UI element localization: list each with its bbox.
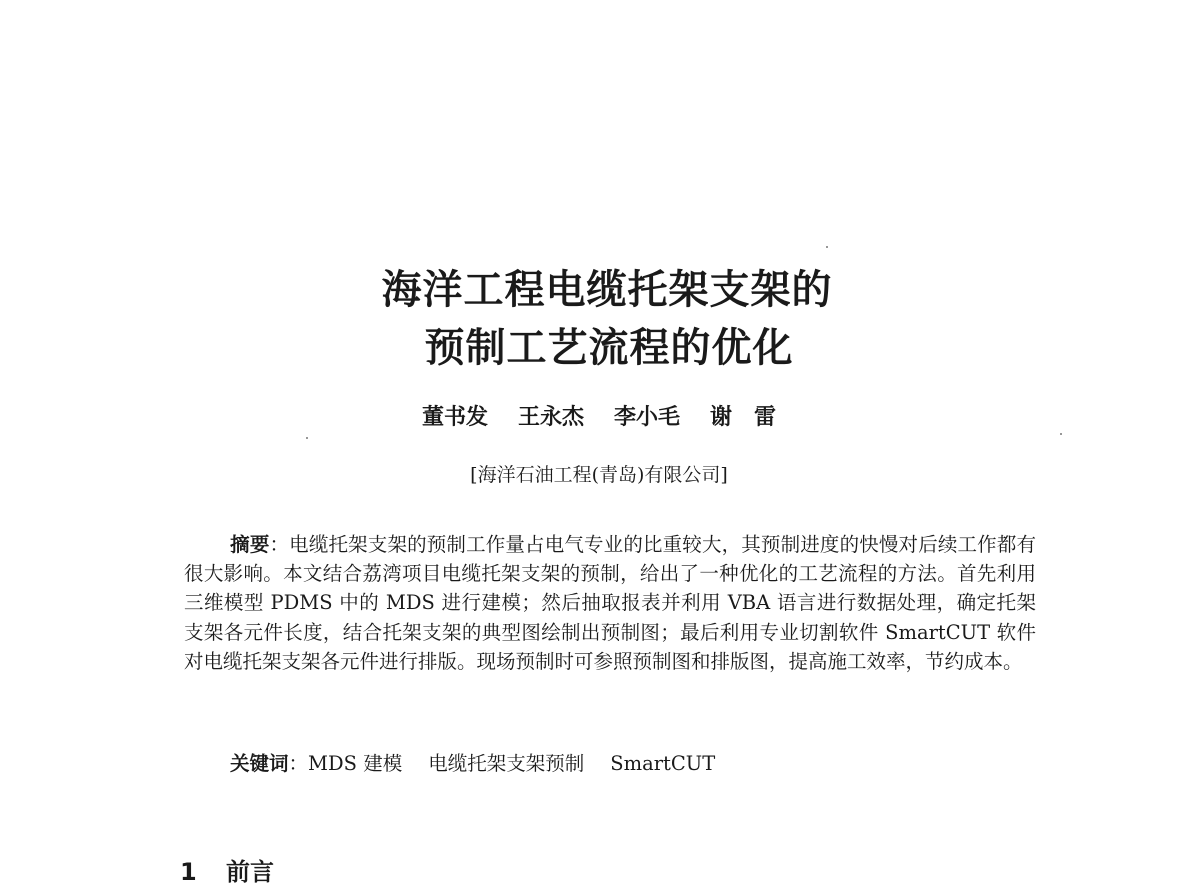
scan-speck [306,437,308,439]
author-list [0,400,1198,431]
scan-speck [1060,433,1062,435]
scan-speck [826,246,828,248]
keyword-item: 电缆托架支架预制 [428,752,585,775]
paper-title-line-1: 海洋工程电缆托架支架的 [381,267,833,313]
keywords-label: 关键词 [230,752,289,775]
keyword-item: SmartCUT [610,752,716,775]
keyword-item: MDS 建模 [308,752,403,775]
paper-title-line-2: 预制工艺流程的优化 [424,325,794,371]
abstract-block [184,530,1036,676]
author-name: 谢 雷 [710,404,777,430]
keywords-block [230,748,741,776]
author-name: 董书发 [421,404,488,430]
abstract-text: 电缆托架支架的预制工作量占电气专业的比重较大，其预制进度的快慢对后续工作都有很大影响。本文结合荔湾项目电缆托架支架的预制，给出了一种优化的工艺流程的方法。首先利用三维模型 PDMS 中的 MDS 进行建模；然后抽取报表并利用 VBA 语言进行数据处理，确定托架支架各元件长度，结合托架支架的典型图绘制出预制图；最后利用专业切割软件 SmartCUT 软件对电缆托架支架各元件进行排版。现场预制时可参照预制图和排版图，提高施工效率，节约成本。 [184,533,1036,673]
abstract-separator: ： [269,533,290,556]
author-affiliation: [海洋石油工程(青岛)有限公司] [470,464,728,486]
author-name: 王永杰 [517,404,584,430]
abstract-label: 摘要 [230,533,270,556]
keywords-separator: ： [288,752,309,775]
section-heading [180,852,274,887]
author-name: 李小毛 [614,404,681,430]
section-number: 1 [180,858,197,886]
section-title: 前言 [226,858,274,886]
